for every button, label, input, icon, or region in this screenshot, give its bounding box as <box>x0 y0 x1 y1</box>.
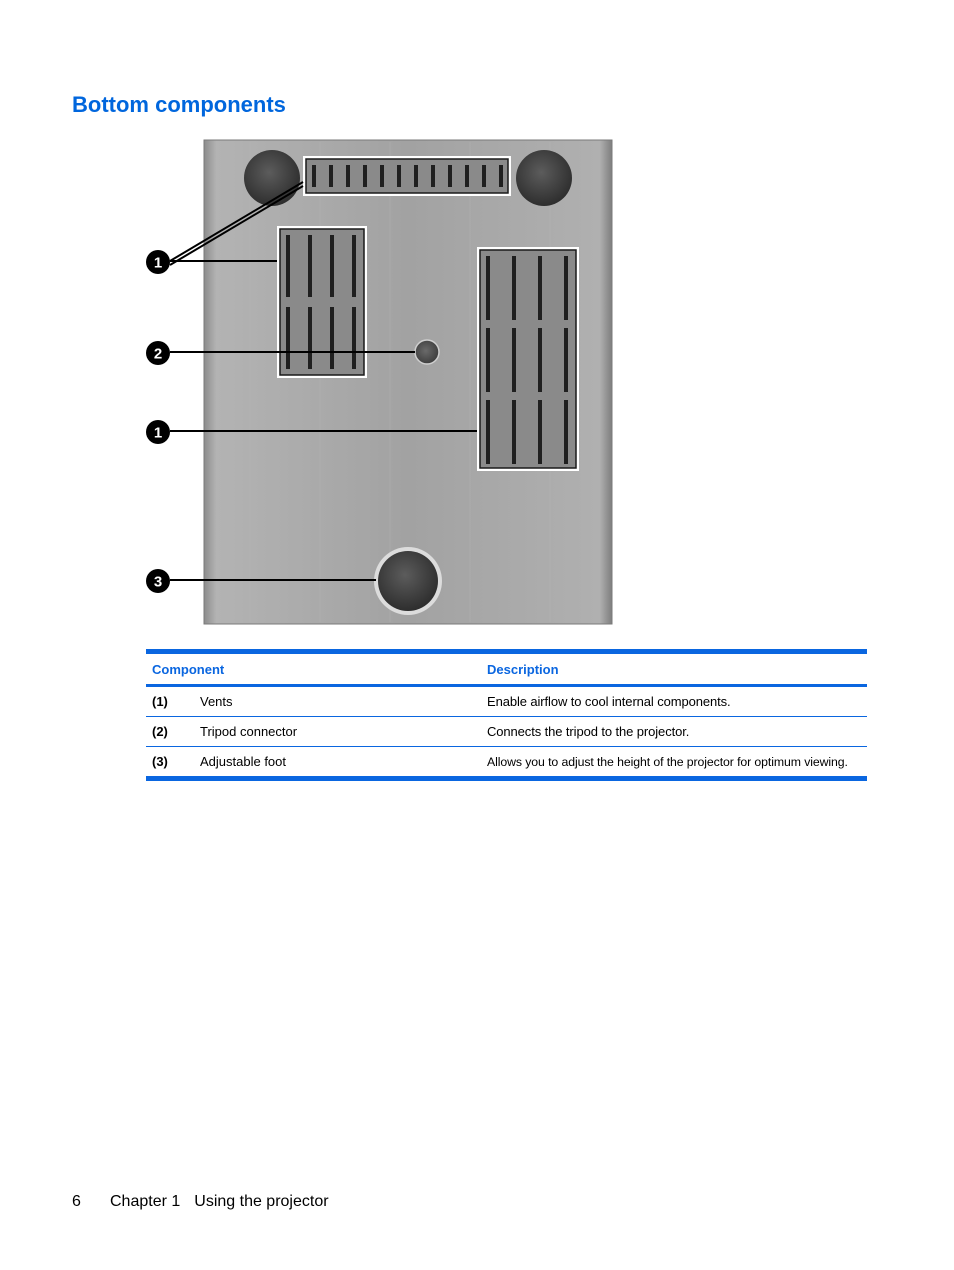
rear-foot-left <box>244 150 300 206</box>
table-row <box>146 686 867 717</box>
callout-1-vents <box>146 250 170 274</box>
top-vent <box>303 156 511 196</box>
svg-text:2: 2 <box>153 345 163 363</box>
components-table <box>146 649 867 781</box>
svg-text:1: 1 <box>153 424 163 442</box>
chapter-title: Using the projector <box>194 1193 329 1210</box>
row-component-name: Tripod connector <box>194 717 481 747</box>
adjustable-foot <box>374 547 442 615</box>
table-header-row <box>146 652 867 686</box>
row-description: Enable airflow to cool internal components. <box>481 686 867 717</box>
callout-2-tripod-connector <box>146 341 170 365</box>
row-number: (2) <box>146 717 194 747</box>
section-title: Bottom components <box>72 92 286 117</box>
svg-text:3: 3 <box>153 573 163 591</box>
table-row <box>146 747 867 779</box>
row-description: Connects the tripod to the projector. <box>481 717 867 747</box>
chapter-label: Chapter 1 <box>110 1193 181 1210</box>
tripod-connector <box>415 340 439 364</box>
left-vent <box>277 226 367 378</box>
projector-bottom-illustration <box>140 138 620 628</box>
callout-3-adjustable-foot <box>146 569 170 593</box>
svg-text:1: 1 <box>153 254 163 272</box>
header-description: Description <box>481 652 867 686</box>
header-component: Component <box>146 652 481 686</box>
row-description: Allows you to adjust the height of the projector for optimum viewing. <box>487 754 848 769</box>
projector-bottom-figure <box>140 138 620 628</box>
table-row <box>146 717 867 747</box>
page-footer <box>72 1193 329 1211</box>
page-number: 6 <box>72 1193 81 1210</box>
rear-foot-right <box>516 150 572 206</box>
row-component-name: Adjustable foot <box>200 754 287 769</box>
row-component-name: Vents <box>194 686 481 717</box>
right-vent <box>477 247 579 471</box>
row-number: (1) <box>146 686 194 717</box>
callout-1-vents-right <box>146 420 170 444</box>
row-number: (3) <box>152 754 168 769</box>
